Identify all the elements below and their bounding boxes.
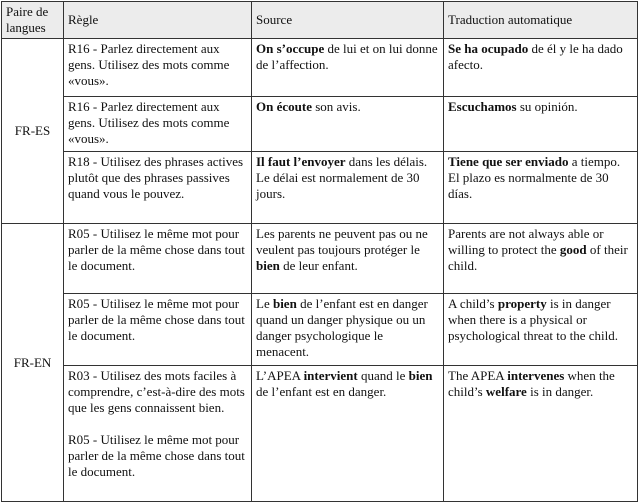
cell-text: su opinión. bbox=[516, 99, 578, 114]
rule-cell bbox=[64, 366, 252, 502]
highlighted-term: bien bbox=[256, 258, 280, 273]
cell-text: The APEA bbox=[448, 368, 508, 383]
highlighted-term: Tiene que ser enviado bbox=[448, 154, 569, 169]
highlighted-term: property bbox=[497, 296, 547, 311]
table-row bbox=[2, 97, 638, 152]
header-row bbox=[2, 2, 638, 39]
translation-cell bbox=[444, 39, 638, 97]
highlighted-term: Il faut l’envoyer bbox=[256, 154, 346, 169]
highlighted-term: good bbox=[559, 242, 587, 257]
rule-cell bbox=[64, 224, 252, 294]
rule-text: R05 - Utilisez le même mot pour parler de la même chose dans tout le document. bbox=[68, 432, 245, 479]
translation-cell bbox=[444, 152, 638, 224]
cell-text: A child’s bbox=[448, 296, 498, 311]
highlighted-term: On écoute bbox=[256, 99, 312, 114]
paragraph-gap bbox=[68, 416, 247, 432]
header-rule: Règle bbox=[64, 2, 252, 39]
cell-text: when the child’s bbox=[448, 368, 615, 399]
source-cell bbox=[252, 39, 444, 97]
source-cell bbox=[252, 294, 444, 366]
rules-table bbox=[1, 1, 638, 502]
table-row bbox=[2, 152, 638, 224]
highlighted-term: intervenes bbox=[507, 368, 565, 383]
cell-text: is in danger when there is a physical or psychological threat to the child. bbox=[448, 296, 619, 343]
highlighted-term: bien bbox=[408, 368, 433, 383]
translation-cell bbox=[444, 294, 638, 366]
cell-text: a tiempo. El plazo es normalmente de 30 días. bbox=[448, 154, 621, 201]
source-cell bbox=[252, 366, 444, 502]
lang-pair-cell: FR-ES bbox=[2, 39, 64, 224]
source-cell bbox=[252, 97, 444, 152]
rule-cell bbox=[64, 152, 252, 224]
rule-cell bbox=[64, 39, 252, 97]
rule-text: R16 - Parlez directement aux gens. Utilisez des mots comme «vous». bbox=[68, 41, 230, 88]
cell-text: is in danger. bbox=[526, 384, 594, 399]
lang-pair-cell: FR-EN bbox=[2, 224, 64, 502]
header-lang-pair: Paire de langues bbox=[2, 2, 64, 39]
cell-text: dans les délais. Le délai est normalement de 30 jours. bbox=[256, 154, 428, 201]
highlighted-term: Escuchamos bbox=[448, 99, 517, 114]
translation-cell bbox=[444, 97, 638, 152]
rule-text: R05 - Utilisez le même mot pour parler de la même chose dans tout le document. bbox=[68, 226, 245, 273]
highlighted-term: intervient bbox=[303, 368, 358, 383]
header-translation: Traduction automatique bbox=[444, 2, 638, 39]
table-row bbox=[2, 294, 638, 366]
cell-text: L’APEA bbox=[256, 368, 304, 383]
cell-text: of their child. bbox=[448, 242, 628, 273]
source-cell bbox=[252, 224, 444, 294]
rule-text: R16 - Parlez directement aux gens. Utilisez des mots comme «vous». bbox=[68, 99, 230, 146]
source-cell bbox=[252, 152, 444, 224]
rule-cell bbox=[64, 294, 252, 366]
highlighted-term: welfare bbox=[485, 384, 527, 399]
highlighted-term: Se ha ocupado bbox=[448, 41, 529, 56]
cell-text: son avis. bbox=[311, 99, 361, 114]
cell-text: de él y le ha dado afecto. bbox=[448, 41, 623, 72]
table-row bbox=[2, 224, 638, 294]
translation-cell bbox=[444, 224, 638, 294]
rule-text: R03 - Utilisez des mots faciles à comprendre, c’est-à-dire des mots que les gens connaissent bien. bbox=[68, 368, 245, 415]
rule-text: R18 - Utilisez des phrases actives plutôt que des phrases passives quand vous le pouvez. bbox=[68, 154, 244, 201]
rule-cell bbox=[64, 97, 252, 152]
cell-text: de lui et on lui donne de l’affection. bbox=[256, 41, 438, 72]
cell-text: Parents are not always able or willing to protect the bbox=[448, 226, 604, 257]
highlighted-term: bien bbox=[272, 296, 297, 311]
cell-text: de l’enfant est en danger quand un danger physique ou un danger psychologique le menacent. bbox=[256, 296, 428, 359]
cell-text: de leur enfant. bbox=[279, 258, 358, 273]
cell-text: quand le bbox=[357, 368, 409, 383]
cell-text: Le bbox=[256, 296, 273, 311]
header-source: Source bbox=[252, 2, 444, 39]
rule-text: R05 - Utilisez le même mot pour parler de la même chose dans tout le document. bbox=[68, 296, 245, 343]
highlighted-term: On s’occupe bbox=[256, 41, 325, 56]
table-row bbox=[2, 366, 638, 502]
translation-cell bbox=[444, 366, 638, 502]
table-row bbox=[2, 39, 638, 97]
cell-text: Les parents ne peuvent pas ou ne veulent pas toujours protéger le bbox=[256, 226, 428, 257]
cell-text: de l’enfant est en danger. bbox=[256, 384, 387, 399]
